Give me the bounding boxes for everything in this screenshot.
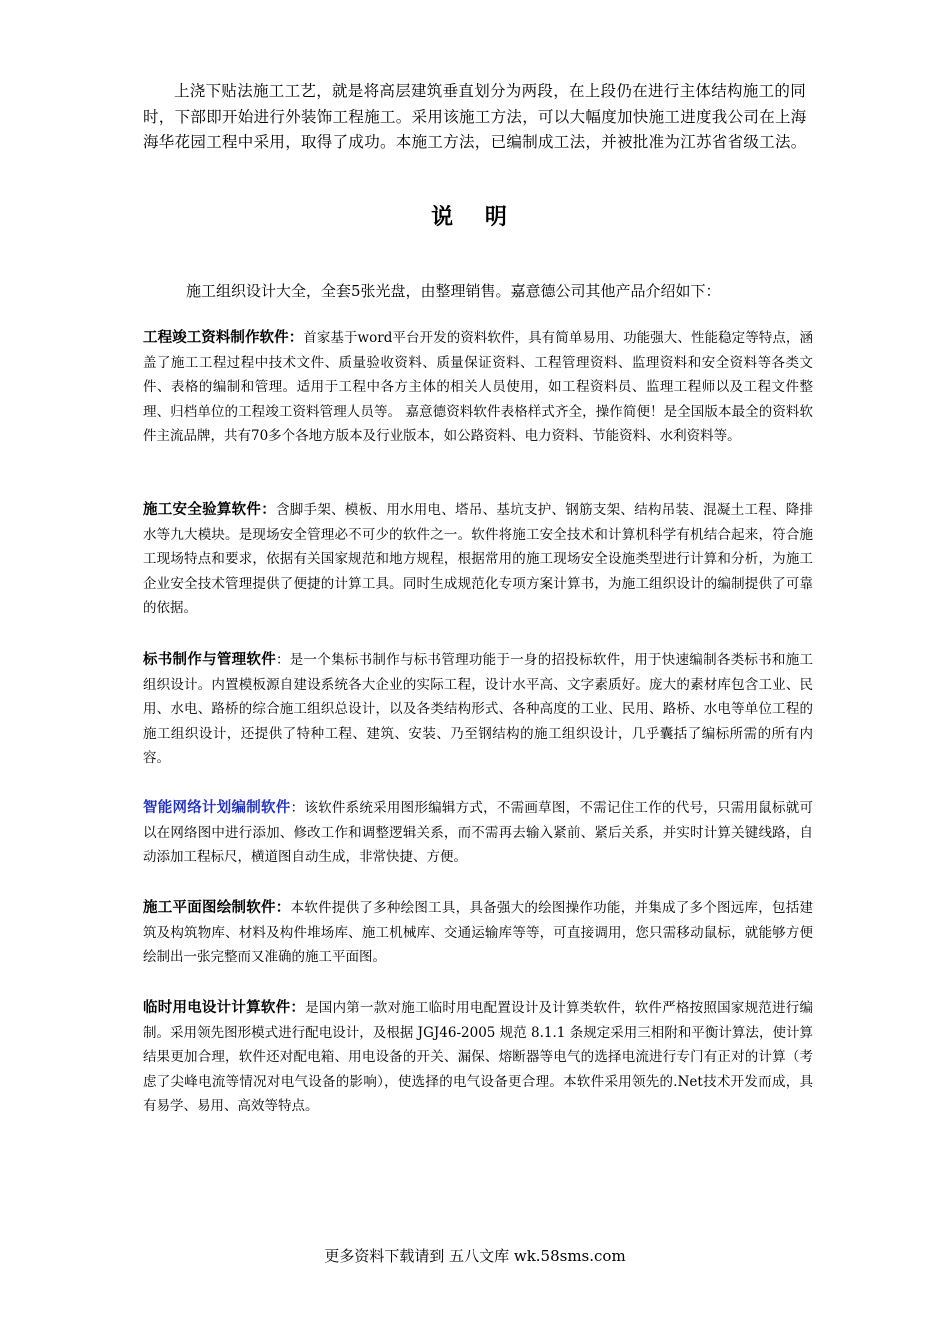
product-entry-completion-docs [143,326,813,449]
product-entry-bid-docs [143,648,813,771]
product-name: 智能网络计划编制软件 [143,800,291,816]
product-entry-site-plan [143,896,813,970]
footer-download-note: 更多资料下载请到 五八文库 wk.58sms.com [324,1247,626,1265]
page-title: 说 明 [431,204,519,230]
product-description: 本软件提供了多种绘图工具，具备强大的绘图操作功能，并集成了多个图远库，包括建筑及构筑物库、材料及构件堆场库、施工机械库、交通运输库等等，可直接调用，您只需移动鼠标，就能够方便绘制出一张完整而又准确的施工平面图。 [143,900,814,965]
lead-paragraph: 施工组织设计大全，全套5张光盘，由整理销售。嘉意德公司其他产品介绍如下： [186,282,721,300]
intro-paragraph: 上浇下贴法施工工艺，就是将高层建筑垂直划分为两段，在上段仍在进行主体结构施工的同时，下部即开始进行外装饰工程施工。采用该施工方法，可以大幅度加快施工进度我公司在上海海华花园工程中采用，取得了成功。本施工方法，已编制成工法，并被批准为江苏省省级工法。 [143,82,807,151]
product-name: 临时用电设计计算软件： [143,1000,306,1016]
product-name: 工程竣工资料制作软件： [143,330,304,346]
product-description: 首家基于word平台开发的资料软件，具有简单易用、功能强大、性能稳定等特点，涵盖了施工工程过程中技术文件、质量验收资料、质量保证资料、工程管理资料、监理资料和安全资料等各类文件、表格的编制和管理。适用于工程中各方主体的相关人员使用，如工程资料员、监理工程师以及工程文件整理、归档单位的工程竣工资料管理人员等。 嘉意德资料软件表格样式齐全，操作简便！是全国版本最全的资料软件主流品牌，共有70多个各地方版本及行业版本，如公路资料、电力资料、节能资料、水利资料等。 [143,330,814,444]
product-description: ：该软件系统采用图形编辑方式，不需画草图，不需记住工作的代号，只需用鼠标就可以在网络图中进行添加、修改工作和调整逻辑关系，而不需再去输入紧前、紧后关系，并实时计算关键线路，自动添加工程标尺，横道图自动生成，非常快捷、方便。 [143,800,814,865]
product-entry-temp-power [143,996,813,1119]
product-description: ：是一个集标书制作与标书管理功能于一身的招投标软件，用于快速编制各类标书和施工组织设计。内置模板源自建设系统各大企业的实际工程，设计水平高、文字素质好。庞大的素材库包含工业、民用、水电、路桥的综合施工组织总设计，以及各类结构形式、各种高度的工业、民用、路桥、水电等单位工程的施工组织设计，还提供了特种工程、建筑、安装、乃至钢结构的施工组织设计，几乎囊括了编标所需的所有内容。 [143,652,814,766]
product-entry-safety-calc [143,498,813,621]
product-name: 施工安全验算软件： [143,502,276,518]
product-entry-network-plan [143,796,813,870]
product-name: 施工平面图绘制软件： [143,900,291,916]
product-name: 标书制作与管理软件 [143,652,276,668]
product-description: 含脚手架、模板、用水用电、塔吊、基坑支护、钢筋支架、结构吊装、混凝土工程、降排水等九大模块。是现场安全管理必不可少的软件之一。软件将施工安全技术和计算机科学有机结合起来，符合施工现场特点和要求，依据有关国家规范和地方规程，根据常用的施工现场安全设施类型进行计算和分析，为施工企业安全技术管理提供了便捷的计算工具。同时生成规范化专项方案计算书，为施工组织设计的编制提供了可靠的依据。 [143,502,814,616]
product-description: 是国内第一款对施工临时用电配置设计及计算类软件，软件严格按照国家规范进行编制。采用领先图形模式进行配电设计，及根据 JGJ46-2005 规范 8.1.1 条规定采用三相附和平衡计算法，使计算结果更加合理，软件还对配电箱、用电设备的开关、漏保、熔断器等电气的选择电流进行专门有正对的计算（考虑了尖峰电流等情况对电气设备的影响），使选择的电气设备更合理。本软件采用领先的.Net技术开发而成，具有易学、易用、高效等特点。 [143,1000,814,1114]
